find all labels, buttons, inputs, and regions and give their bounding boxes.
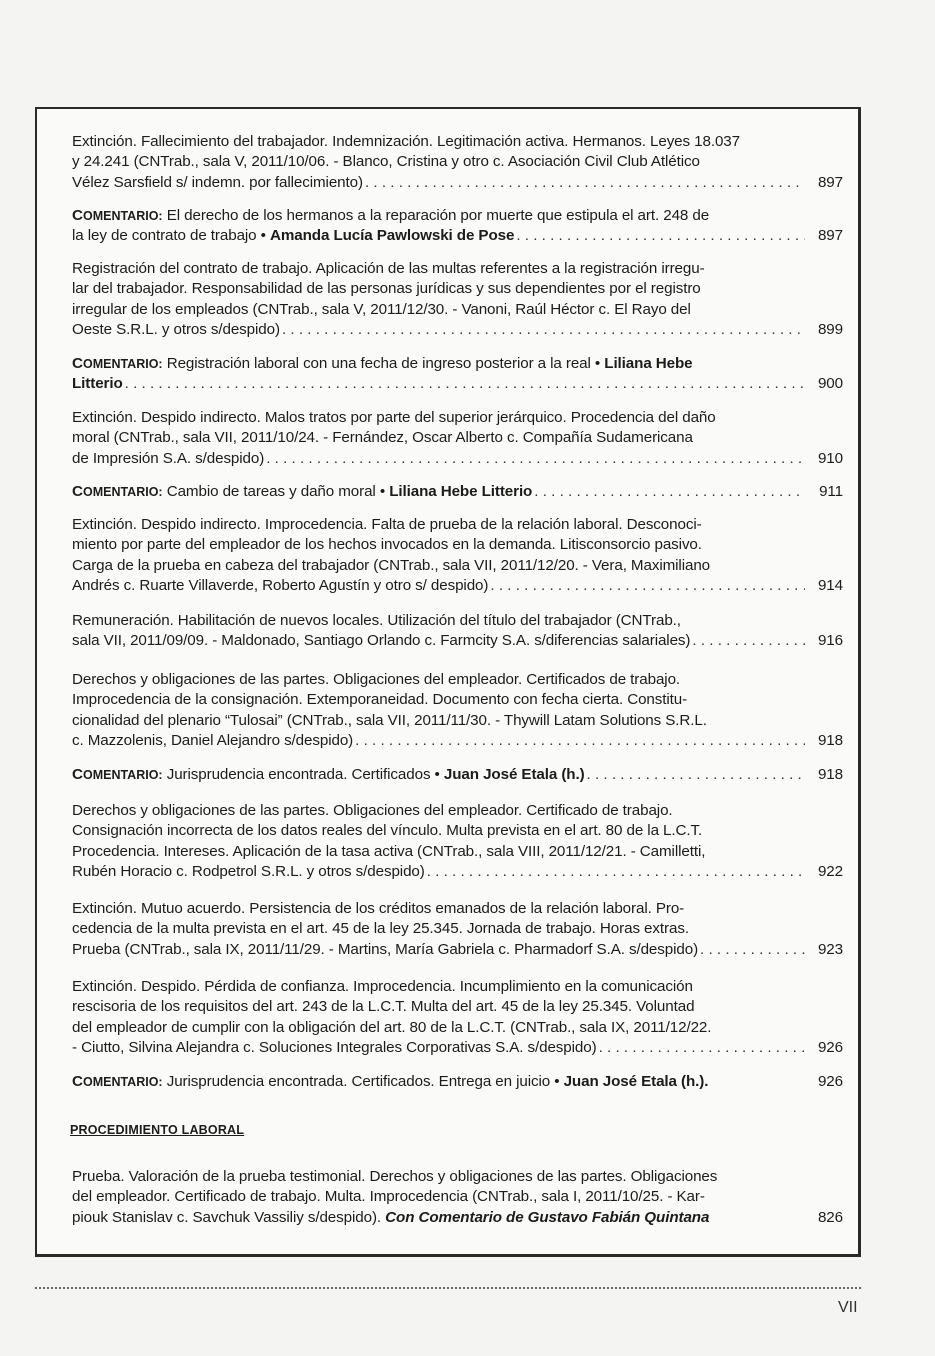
comment-label: COMENTARIO: (72, 766, 163, 783)
entry-line: Rubén Horacio c. Rodpetrol S.R.L. y otros s/despido) (72, 862, 425, 880)
entry-line: moral (CNTrab., sala VII, 2011/10/24. - Fernández, Oscar Alberto c. Compañía Sudamericana (72, 429, 693, 447)
dotted-rule (35, 1287, 861, 1289)
page-ref: 923 (817, 940, 843, 958)
comment-author: Juan José Etala (h.). (563, 1073, 709, 1090)
comment-author: Juan José Etala (h.) (443, 766, 585, 783)
leader-dots (427, 862, 805, 882)
entry-line: - Ciutto, Silvina Alejandra c. Soluciones Integrales Corporativas S.A. s/despido) (72, 1038, 597, 1056)
leader-dots (692, 631, 805, 651)
entry-line: Cambio de tareas y daño moral (166, 483, 376, 500)
comment-author: Amanda Lucía Pawlowski de Pose (270, 227, 515, 245)
page-ref: 918 (817, 731, 843, 749)
entry-line: irregular de los empleados (CNTrab., sala V, 2011/12/30. - Vanoni, Raúl Héctor c. El Rayo del (72, 300, 691, 318)
page-ref: 914 (817, 576, 843, 594)
leader-dots (599, 1038, 805, 1058)
comment-entry: COMENTARIO: Jurisprudencia encontrada. Certificados • Juan José Etala (h.) . . . 918 (72, 765, 843, 785)
entry-line: sala VII, 2011/09/09. - Maldonado, Santiago Orlando c. Farmcity S.A. s/diferencias salariales) (72, 632, 691, 650)
page-ref: 826 (817, 1208, 843, 1226)
index-entry (72, 977, 843, 1058)
entry-line: piouk Stanislav c. Savchuk Vassiliy s/despido). (72, 1208, 382, 1226)
comment-label: COMENTARIO: (72, 207, 163, 224)
entry-line: Prueba (CNTrab., sala IX, 2011/11/29. - Martins, María Gabriela c. Pharmadorf S.A. s/despido) (72, 940, 699, 958)
section-title: PROCEDIMIENTO LABORAL (70, 1123, 245, 1137)
entry-line: Carga de la prueba en cabeza del trabajador (CNTrab., sala VII, 2011/12/20. - Vera, Maximiliano (72, 556, 711, 574)
entry-line: Consignación incorrecta de los datos reales del vínculo. Multa prevista en el art. 80 de la L.C.T. (72, 822, 703, 840)
index-entry (72, 515, 843, 596)
entry-line: miento por parte del empleador de los hechos invocados en la demanda. Litisconsorcio pasivo. (72, 536, 702, 554)
page-ref: 899 (817, 320, 843, 338)
entry-line: Procedencia. Intereses. Aplicación de la tasa activa (CNTrab., sala VIII, 2011/12/21. - Camilletti, (72, 842, 706, 860)
entry-line: Oeste S.R.L. y otros s/despido) (72, 320, 280, 338)
leader-dots (282, 320, 805, 340)
page-ref: 922 (817, 862, 843, 880)
entry-line: Improcedencia de la consignación. Extemporaneidad. Documento con fecha cierta. Constitu- (72, 691, 688, 709)
index-entry (72, 899, 843, 960)
entry-line: Extinción. Mutuo acuerdo. Persistencia de los créditos emanados de la relación laboral. Pro- (72, 900, 685, 917)
entry-line: del empleador. Certificado de trabajo. Multa. Improcedencia (CNTrab., sala I, 2011/10/25. - Kar- (72, 1188, 705, 1206)
leader-dots (490, 576, 805, 596)
comment-entry: COMENTARIO: Registración laboral con una fecha de ingreso posterior a la real • Liliana Hebe Litterio . . . 900 (72, 354, 843, 395)
leader-dots (534, 482, 805, 502)
page-ref: 897 (817, 227, 843, 245)
entry-line: Remuneración. Habilitación de nuevos locales. Utilización del título del trabajador (CNTrab., (72, 612, 681, 629)
comment-label: COMENTARIO: (72, 483, 163, 500)
comment-author: Con Comentario de Gustavo Fabián Quintana (385, 1208, 710, 1226)
comment-entry: COMENTARIO: El derecho de los hermanos a la reparación por muerte que estipula el art. 248 de la ley de contrato de trabajo • Amanda Lucía Pawlowski de Pose . . . 897 (72, 206, 843, 247)
page-ref: 910 (817, 449, 843, 467)
entry-line: cedencia de la multa prevista en el art. 45 de la ley 25.345. Jornada de trabajo. Horas extras. (72, 920, 689, 938)
entry-line: Extinción. Despido indirecto. Improcedencia. Falta de prueba de la relación laboral. Desconoci- (72, 516, 702, 533)
leader-dots (125, 374, 805, 394)
page-ref: 918 (817, 766, 843, 783)
comment-label: COMENTARIO: (72, 1073, 163, 1090)
entry-line: Derechos y obligaciones de las partes. Obligaciones del empleador. Certificado de trabajo. (72, 802, 673, 819)
page-ref: 916 (817, 632, 843, 650)
comment-author: Liliana Hebe Litterio (389, 483, 533, 500)
comment-author: Liliana Hebe (604, 355, 693, 372)
index-entry (72, 670, 843, 751)
page-ref: 926 (817, 1038, 843, 1056)
entry-line: la ley de contrato de trabajo (72, 227, 257, 245)
entry-line: de Impresión S.A. s/despido) (72, 449, 265, 467)
entry-line: Registración laboral con una fecha de ingreso posterior a la real (166, 355, 591, 372)
page-ref: 911 (819, 483, 843, 500)
leader-dots (587, 765, 805, 785)
index-entry (72, 132, 843, 193)
entry-line: c. Mazzolenis, Daniel Alejandro s/despido) (72, 731, 354, 749)
entry-line: cionalidad del plenario “Tulosai” (CNTrab., sala VII, 2011/11/30. - Thywill Latam Solutions S.R.L. (72, 711, 707, 729)
index-entry (72, 801, 843, 882)
leader-dots (355, 731, 805, 751)
page-ref: 897 (817, 173, 843, 191)
entry-line: y 24.241 (CNTrab., sala V, 2011/10/06. - Blanco, Cristina y otro c. Asociación Civil Club Atlético (72, 153, 700, 171)
entry-line: Andrés c. Ruarte Villaverde, Roberto Agustín y otro s/ despido) (72, 576, 489, 594)
index-entry (72, 259, 843, 340)
entry-line: rescisoria de los requisitos del art. 243 de la L.C.T. Multa del art. 45 de la ley 25.345. Voluntad (72, 998, 695, 1016)
entry-line: El derecho de los hermanos a la reparación por muerte que estipula el art. 248 de (166, 207, 710, 224)
entry-line: del empleador de cumplir con la obligación del art. 80 de la L.C.T. (CNTrab., sala IX, 2011/12/22. (72, 1018, 712, 1036)
entry-line: lar del trabajador. Responsabilidad de las personas jurídicas y sus dependientes por el registro (72, 280, 701, 298)
entry-line: Extinción. Fallecimiento del trabajador. Indemnización. Legitimación activa. Hermanos. Leyes 18.037 (72, 133, 740, 150)
entry-line: Extinción. Despido indirecto. Malos tratos por parte del superior jerárquico. Procedencia del daño (72, 409, 716, 426)
comment-entry: COMENTARIO: Cambio de tareas y daño moral • Liliana Hebe Litterio . . . 911 (72, 482, 843, 502)
page-ref: 900 (817, 375, 843, 393)
index-entry (72, 611, 843, 652)
entry-line: Registración del contrato de trabajo. Aplicación de las multas referentes a la registración irregu- (72, 260, 705, 277)
index-entry (72, 1167, 843, 1228)
comment-author: Litterio (72, 375, 123, 393)
entry-line: Extinción. Despido. Pérdida de confianza. Improcedencia. Incumplimiento en la comunicación (72, 978, 693, 995)
entry-line: Prueba. Valoración de la prueba testimonial. Derechos y obligaciones de las partes. Obligaciones (72, 1168, 718, 1185)
index-entry (72, 408, 843, 469)
entry-line: Jurisprudencia encontrada. Certificados (166, 766, 431, 783)
page-number: VII (838, 1299, 858, 1316)
leader-dots (516, 226, 805, 246)
page-ref: 926 (817, 1073, 843, 1090)
entry-line: Derechos y obligaciones de las partes. Obligaciones del empleador. Certificados de trabajo. (72, 671, 681, 688)
entry-line: Jurisprudencia encontrada. Certificados. Entrega en juicio (166, 1073, 551, 1090)
leader-dots (266, 449, 805, 469)
leader-dots (700, 940, 805, 960)
entry-line: Vélez Sarsfield s/ indemn. por fallecimiento) (72, 173, 363, 191)
leader-dots (365, 173, 805, 193)
comment-label: COMENTARIO: (72, 355, 163, 372)
comment-entry: COMENTARIO: Jurisprudencia encontrada. Certificados. Entrega en juicio • Juan José Etala (h.). 926 (72, 1072, 843, 1092)
